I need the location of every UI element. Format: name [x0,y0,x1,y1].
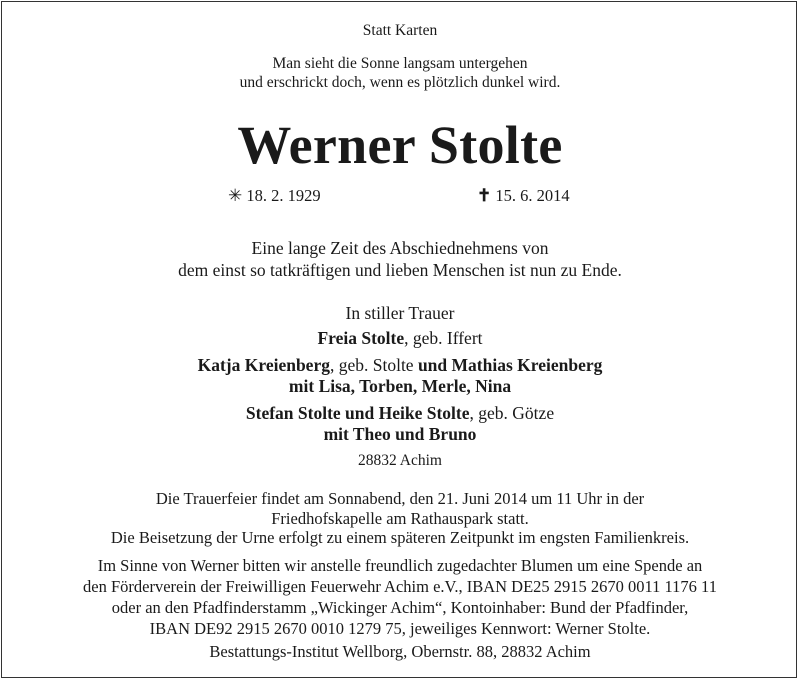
message-line-1: Eine lange Zeit des Abschiednehmens von [251,238,549,258]
mourners-place: 28832 Achim [358,452,442,469]
mourner-name: Stefan Stolte und Heike Stolte [245,403,470,423]
mourner-maiden-name: , geb. Stolte [329,355,418,375]
deceased-name: Werner Stolte [237,115,563,175]
donation-line-2: den Förderverein der Freiwilligen Feuerwehr Achim e.V., IBAN DE25 2915 2670 0011 1176 11 [83,577,717,596]
message-line-2: dem einst so tatkräftigen und lieben Menschen ist nun zu Ende. [178,260,622,280]
donation-line-1: Im Sinne von Werner bitten wir anstelle freundlich zugedachter Blumen um eine Spende an [97,556,703,575]
death-date-block [477,186,570,206]
mourner-children: mit Theo und Bruno [323,424,477,444]
verse-line-2: und erschrickt doch, wenn es plötzlich dunkel wird. [239,74,561,91]
header-statt-karten: Statt Karten [362,22,438,39]
donation-line-4: IBAN DE92 2915 2670 0010 1279 75, jeweiliges Kennwort: Werner Stolte. [149,619,651,638]
mourner-row-5 [0,424,800,445]
mourner-row-4 [0,403,800,424]
donation-line-3: oder an den Pfadfinderstamm „Wickinger Achim“, Kontoinhaber: Bund der Pfadfinder, [111,598,689,617]
mourner-row-3 [0,376,800,397]
death-date: 15. 6. 2014 [495,186,570,205]
mourner-row-1 [0,328,800,349]
mourners-intro: In stiller Trauer [345,303,455,323]
death-cross-icon: ✝ [477,186,492,205]
mourner-row-2 [0,355,800,376]
mourner-name-2: und Mathias Kreienberg [417,355,603,375]
mourner-children: mit Lisa, Torben, Merle, Nina [288,376,512,396]
funeral-home-footer: Bestattungs-Institut Wellborg, Obernstr. 88, 28832 Achim [209,642,591,661]
verse-line-1: Man sieht die Sonne langsam untergehen [272,55,528,72]
mourner-name: Katja Kreienberg [197,355,330,375]
birth-date: 18. 2. 1929 [246,186,321,205]
birth-date-block [228,186,321,206]
mourner-maiden-name: , geb. Iffert [404,328,483,348]
service-line-2: Friedhofskapelle am Rathauspark statt. [271,509,529,528]
mourner-name: Freia Stolte [317,328,405,348]
service-line-3: Die Beisetzung der Urne erfolgt zu einem späteren Zeitpunkt im engsten Familienkreis. [110,528,690,547]
birth-star-icon: ✳ [228,186,243,205]
service-line-1: Die Trauerfeier findet am Sonnabend, den 21. Juni 2014 um 11 Uhr in der [155,489,645,508]
mourner-maiden-name: , geb. Götze [469,403,555,423]
